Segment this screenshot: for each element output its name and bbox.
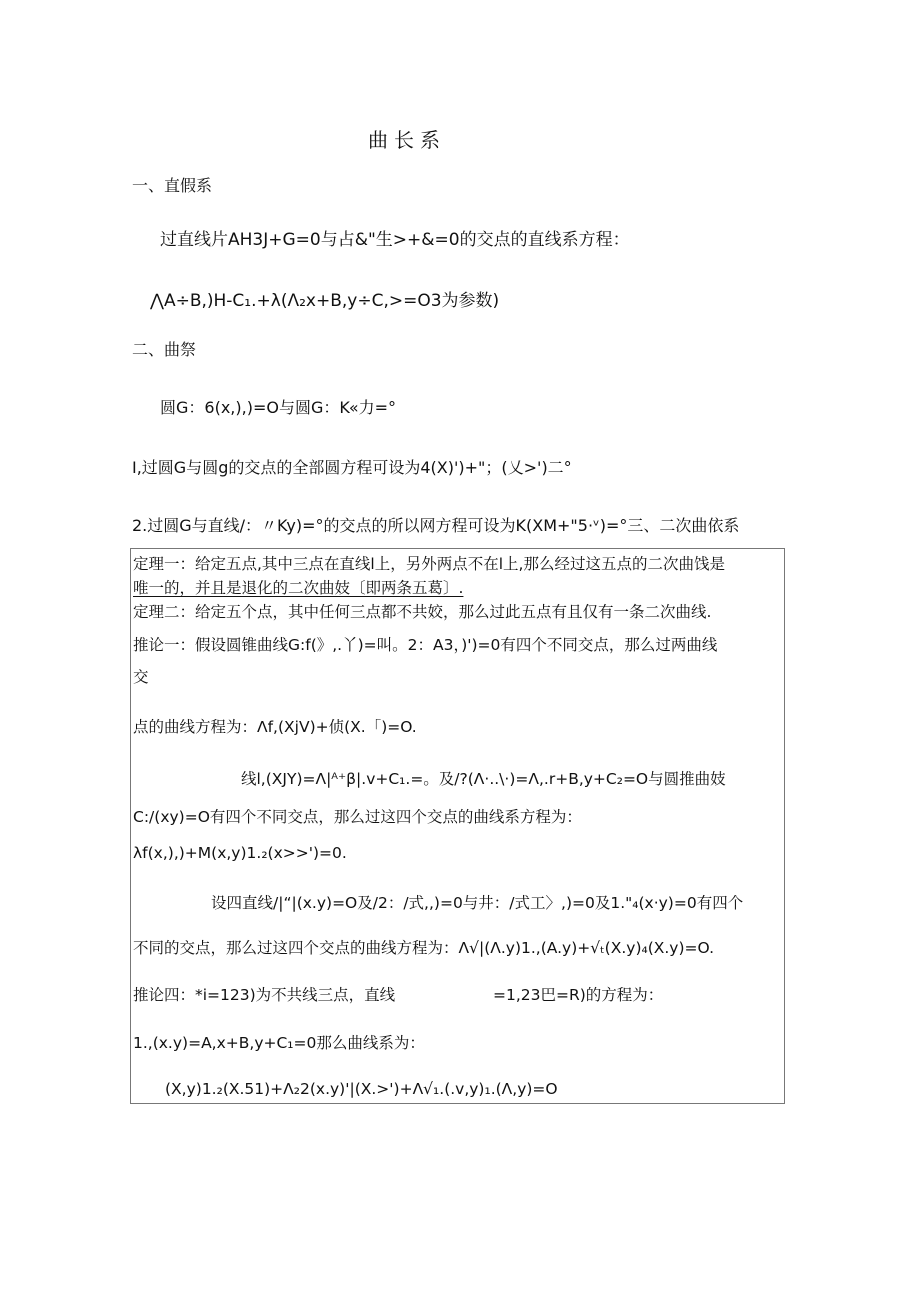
section-heading-1: 一、直假系	[132, 176, 213, 195]
page-title: 曲长系	[368, 128, 446, 152]
corollary-2-line-2: C:/(xy)=O有四个不同交点，那么过这四个交点的曲线系方程为：	[133, 808, 582, 826]
section-heading-2: 二、曲祭	[132, 340, 197, 359]
corollary-4-line-2: 1.,(x.y)=A,x+B,y+C₁=0那么曲线系为：	[133, 1034, 425, 1052]
paragraph-line-circle-system-1: I,过圆G与圆g的交点的全部圆方程可设为4(X)')+"；(乂>')二°	[132, 458, 572, 477]
formula-line-straight-system: ⋀A÷B,)H-C₁.+λ(Λ₂x+B,y÷C,>=O3为参数)	[150, 291, 500, 311]
corollary-4-line-3: (X,y)1.₂(X.51)+Λ₂2(x.y)'|(X.>')+Λ√₁.(.v,y)₁.(Λ,y)=O	[165, 1080, 558, 1098]
theorem-1-line-1: 定理一：给定五点,其中三点在直线l上，另外两点不在l上,那么经过这五点的二次曲饯是	[133, 555, 725, 573]
corollary-1-line-1: 推论一：假设圆锥曲线G:f(》,.丫)=叫。2：A3，)')=0有四个不同交点，那么过两曲线	[133, 636, 718, 654]
corollary-1-line-3: 点的曲线方程为：Λf,(XjV)+侦(X.「)=O.	[133, 718, 417, 736]
corollary-3-line-2: 不同的交点，那么过这四个交点的曲线方程为：Λ√|(Λ.y)1.,(A.y)+√ₜ(X.y)₄(X.y)=O.	[133, 939, 715, 957]
corollary-1-line-2: 交	[133, 668, 149, 686]
theorem-1-line-2: 唯一的，并且是退化的二次曲妓〔即两条五葛〕.	[133, 579, 464, 597]
paragraph-line-circle-system-2: 2.过圆G与直线/：〃Ky)=°的交点的所以网方程可设为K(XM+"5·ᵛ)=°三、二次曲依系	[132, 516, 740, 535]
paragraph-line-circles: 圆G：6(x,),)=O与圆G：K«力=°	[160, 398, 397, 417]
theorem-box	[130, 548, 785, 1104]
corollary-4-line-1a: 推论四：*i=123)为不共线三点，直线	[133, 986, 396, 1004]
corollary-4-line-1b: =1,23巴=R)的方程为：	[493, 986, 664, 1004]
theorem-2-line: 定理二：给定五个点，其中任何三点都不共姣，那么过此五点有且仅有一条二次曲线.	[133, 603, 712, 621]
corollary-2-line-3: λf(x,),)+M(x,y)1.₂(x>>')=0.	[133, 844, 347, 862]
paragraph-line-straight-system: 过直线片AH3J+G=0与占&"生>+&=0的交点的直线系方程：	[160, 230, 630, 250]
corollary-3-line-1: 设四直线/|“|(x.y)=O及/2：/式,,)=0与井：/式工〉,)=0及1."₄(x·y)=0有四个	[211, 894, 744, 912]
corollary-2-line-1: 线l,(XJY)=Λ|ᴬ⁺β|.v+C₁.=。及/?(Λ·..\·)=Λ,.r+B,y+C₂=O与圆推曲妓	[241, 770, 726, 788]
